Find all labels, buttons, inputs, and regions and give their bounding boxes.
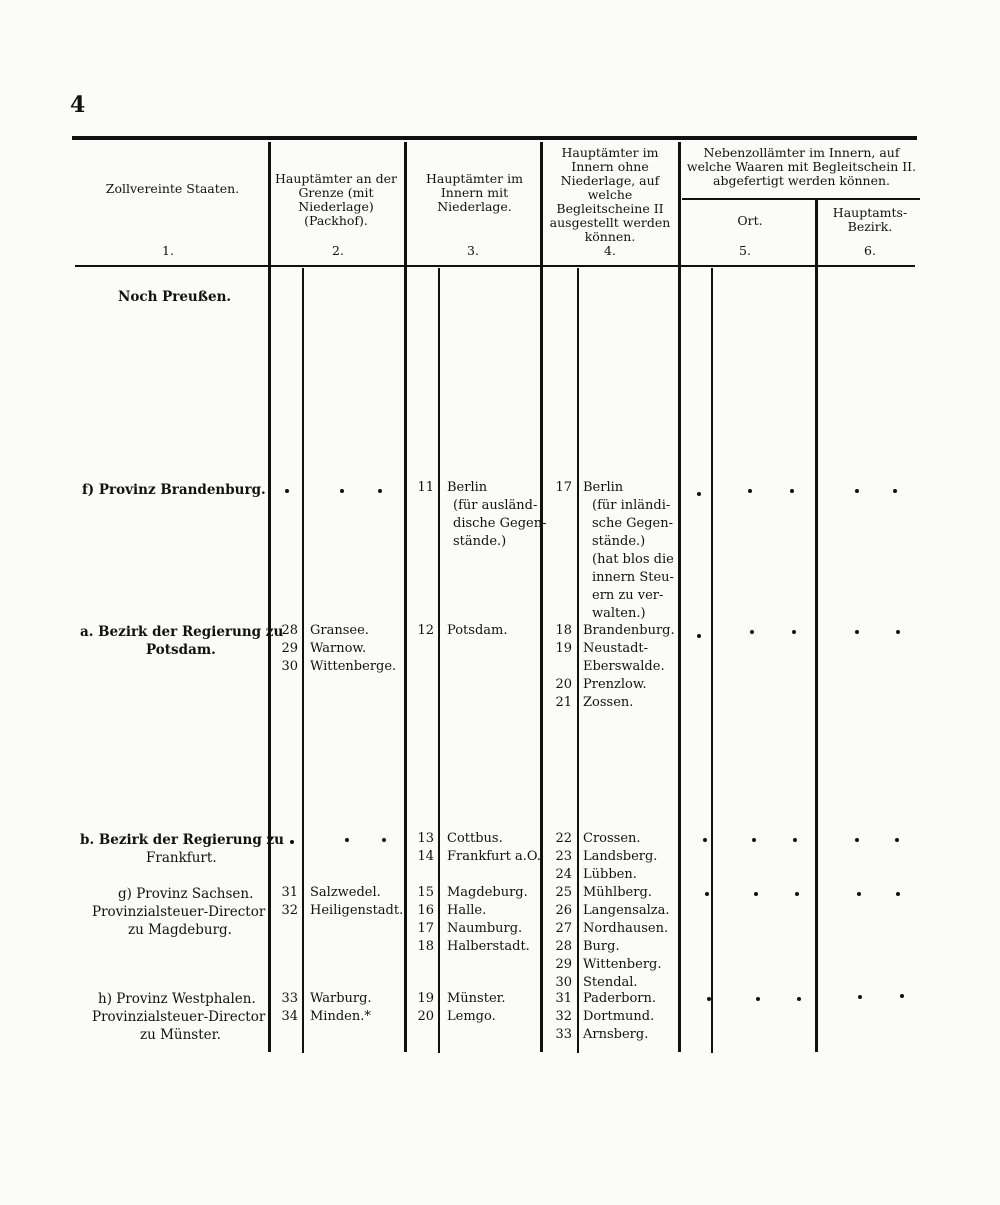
table-cell-text: Berlin: [583, 480, 624, 495]
col-divider-4: [678, 142, 681, 1052]
table-cell-number: 33: [555, 1027, 572, 1042]
table-cell-number: 17: [555, 480, 572, 495]
table-cell-text: Paderborn.: [583, 991, 657, 1006]
header-col2: Hauptämter an der Grenze (mit Niederlage) (Packhof).: [275, 171, 397, 228]
header-col56: Nebenzollämter im Innern, auf welche Waaren mit Begleitschein II. abgefertigt werden können.: [686, 145, 917, 188]
header-col3: Hauptämter im Innern mit Niederlage.: [426, 171, 523, 214]
table-cell-text: Heiligenstadt.: [310, 903, 404, 918]
header-col4: Hauptämter im Innern ohne Niederlage, auf welche Begleitscheine II ausgestellt werden können.: [549, 145, 671, 244]
table-cell-text: Gransee.: [310, 623, 369, 638]
table-cell-number: 17: [417, 921, 434, 936]
table-cell-number: 27: [555, 921, 572, 936]
table-cell-number: 29: [281, 641, 298, 656]
leader-dot: [790, 489, 794, 493]
table-cell-text: Wittenberge.: [310, 659, 397, 674]
table-cell-text: Magdeburg.: [447, 885, 528, 900]
table-cell-number: 29: [555, 957, 572, 972]
table-cell-text: Eberswalde.: [583, 659, 665, 674]
column-number-6: 6.: [864, 243, 876, 258]
top-rule: [72, 136, 917, 140]
table-cell-text: Prenzlow.: [583, 677, 647, 692]
table-cell-text: Minden.*: [310, 1009, 371, 1024]
table-cell-number: 30: [555, 975, 572, 990]
leader-dot: [900, 994, 904, 998]
table-cell-number: 20: [555, 677, 572, 692]
leader-dot: [748, 489, 752, 493]
table-cell-text: stände.): [453, 534, 507, 549]
column-number-2: 2.: [332, 243, 344, 258]
sachsen-label-line1: g) Provinz Sachsen.: [118, 886, 254, 902]
table-cell-text: Salzwedel.: [310, 885, 381, 900]
leader-dot: [855, 489, 859, 493]
header-bottom-rule: [75, 265, 915, 267]
table-cell-text: Stendal.: [583, 975, 638, 990]
leader-dot: [895, 838, 899, 842]
leader-dot: [752, 838, 756, 842]
leader-dot: [707, 997, 711, 1001]
table-cell-number: 19: [555, 641, 572, 656]
leader-dot: [382, 838, 386, 842]
table-cell-number: 25: [555, 885, 572, 900]
table-cell-text: ern zu ver-: [592, 588, 664, 603]
table-cell-number: 28: [555, 939, 572, 954]
col-divider-1: [268, 142, 271, 1052]
table-cell-text: stände.): [592, 534, 646, 549]
col-divider-2b: [438, 268, 440, 1053]
leader-dot: [857, 892, 861, 896]
table-cell-text: Zossen.: [583, 695, 634, 710]
table-cell-text: Potsdam.: [447, 623, 508, 638]
table-cell-number: 18: [555, 623, 572, 638]
table-cell-text: Münster.: [447, 991, 506, 1006]
table-cell-text: (für inländi-: [592, 498, 671, 513]
table-cell-text: Berlin: [447, 480, 488, 495]
header-col5: Ort.: [737, 213, 763, 228]
leader-dot: [697, 492, 701, 496]
table-cell-text: innern Steu-: [592, 570, 674, 585]
leader-dot: [797, 997, 801, 1001]
sachsen-label-line2: Provinzialsteuer-Director: [92, 904, 266, 920]
table-cell-text: Lemgo.: [447, 1009, 496, 1024]
table-cell-number: 28: [281, 623, 298, 638]
table-cell-number: 11: [417, 480, 434, 495]
table-cell-number: 33: [281, 991, 298, 1006]
leader-dot: [858, 995, 862, 999]
col-divider-2: [404, 142, 407, 1052]
leader-dot: [340, 489, 344, 493]
table-cell-number: 31: [281, 885, 298, 900]
table-cell-text: Wittenberg.: [583, 957, 662, 972]
frankfurt-label-line1: b. Bezirk der Regierung zu: [80, 832, 284, 848]
table-cell-text: Warnow.: [310, 641, 367, 656]
table-cell-number: 14: [417, 849, 434, 864]
table-cell-number: 34: [281, 1009, 298, 1024]
leader-dot: [697, 634, 701, 638]
table-cell-text: (hat blos die: [592, 552, 674, 567]
table-cell-text: Langensalza.: [583, 903, 670, 918]
column-number-5: 5.: [739, 243, 751, 258]
leader-dot: [756, 997, 760, 1001]
leader-dot: [750, 630, 754, 634]
table-cell-text: Nordhausen.: [583, 921, 669, 936]
westphalen-label-line2: Provinzialsteuer-Director: [92, 1009, 266, 1025]
table-cell-number: 15: [417, 885, 434, 900]
leader-dot: [855, 838, 859, 842]
table-cell-text: dische Gegen-: [453, 516, 547, 531]
column-number-1: 1.: [162, 243, 174, 258]
leader-dot: [795, 892, 799, 896]
leader-dot: [896, 630, 900, 634]
leader-dot: [703, 838, 707, 842]
table-cell-number: 19: [417, 991, 434, 1006]
table-cell-number: 13: [417, 831, 434, 846]
table-cell-text: Arnsberg.: [583, 1027, 649, 1042]
leader-dot: [855, 630, 859, 634]
page-number: 4: [70, 92, 86, 118]
table-cell-text: Burg.: [583, 939, 620, 954]
table-cell-text: Lübben.: [583, 867, 637, 882]
table-cell-text: Halle.: [447, 903, 487, 918]
col-divider-3b: [577, 268, 579, 1053]
table-cell-number: 12: [417, 623, 434, 638]
table-cell-text: (für ausländ-: [453, 498, 538, 513]
leader-dot: [378, 489, 382, 493]
leader-dot: [792, 630, 796, 634]
table-cell-text: Frankfurt a.O.: [447, 849, 541, 864]
col-divider-5: [815, 200, 818, 1052]
table-cell-number: 24: [555, 867, 572, 882]
header-col1: Zollvereinte Staaten.: [105, 181, 240, 196]
table-cell-number: 32: [281, 903, 298, 918]
col-divider-3: [540, 142, 543, 1052]
westphalen-label-line3: zu Münster.: [140, 1027, 221, 1043]
leader-dot: [896, 892, 900, 896]
header-col6: Hauptamts-Bezirk.: [832, 205, 908, 234]
potsdam-label-line1: a. Bezirk der Regierung zu: [80, 624, 284, 640]
table-cell-text: Cottbus.: [447, 831, 503, 846]
table-cell-number: 26: [555, 903, 572, 918]
table-cell-text: Naumburg.: [447, 921, 523, 936]
frankfurt-label-line2: Frankfurt.: [146, 850, 217, 866]
table-cell-text: Dortmund.: [583, 1009, 655, 1024]
table-cell-number: 31: [555, 991, 572, 1006]
table-cell-text: sche Gegen-: [592, 516, 674, 531]
col-divider-1b: [302, 268, 304, 1053]
table-cell-text: Neustadt-: [583, 641, 649, 656]
leader-dot: [345, 838, 349, 842]
column-number-3: 3.: [467, 243, 479, 258]
table-cell-number: 22: [555, 831, 572, 846]
table-cell-number: 21: [555, 695, 572, 710]
leader-dot: [893, 489, 897, 493]
col56-subheader-rule: [682, 198, 920, 200]
table-cell-number: 30: [281, 659, 298, 674]
table-cell-number: 23: [555, 849, 572, 864]
leader-dot: [285, 489, 289, 493]
table-cell-text: Warburg.: [310, 991, 372, 1006]
leader-dot: [754, 892, 758, 896]
table-cell-text: walten.): [592, 606, 646, 621]
table-cell-text: Mühlberg.: [583, 885, 652, 900]
leader-dot: [290, 840, 294, 844]
table-cell-number: 18: [417, 939, 434, 954]
table-cell-text: Crossen.: [583, 831, 641, 846]
table-cell-number: 20: [417, 1009, 434, 1024]
table-cell-text: Halberstadt.: [447, 939, 530, 954]
brandenburg-label: f) Provinz Brandenburg.: [82, 482, 266, 498]
table-cell-text: Brandenburg.: [583, 623, 675, 638]
table-cell-number: 16: [417, 903, 434, 918]
column-number-4: 4.: [604, 243, 616, 258]
col-divider-4b: [711, 268, 713, 1053]
sachsen-label-line3: zu Magdeburg.: [128, 922, 232, 938]
leader-dot: [705, 892, 709, 896]
noch-preussen-label: Noch Preußen.: [118, 289, 232, 305]
westphalen-label-line1: h) Provinz Westphalen.: [98, 991, 256, 1007]
leader-dot: [793, 838, 797, 842]
potsdam-label-line2: Potsdam.: [146, 642, 216, 658]
table-cell-text: Landsberg.: [583, 849, 658, 864]
table-cell-number: 32: [555, 1009, 572, 1024]
